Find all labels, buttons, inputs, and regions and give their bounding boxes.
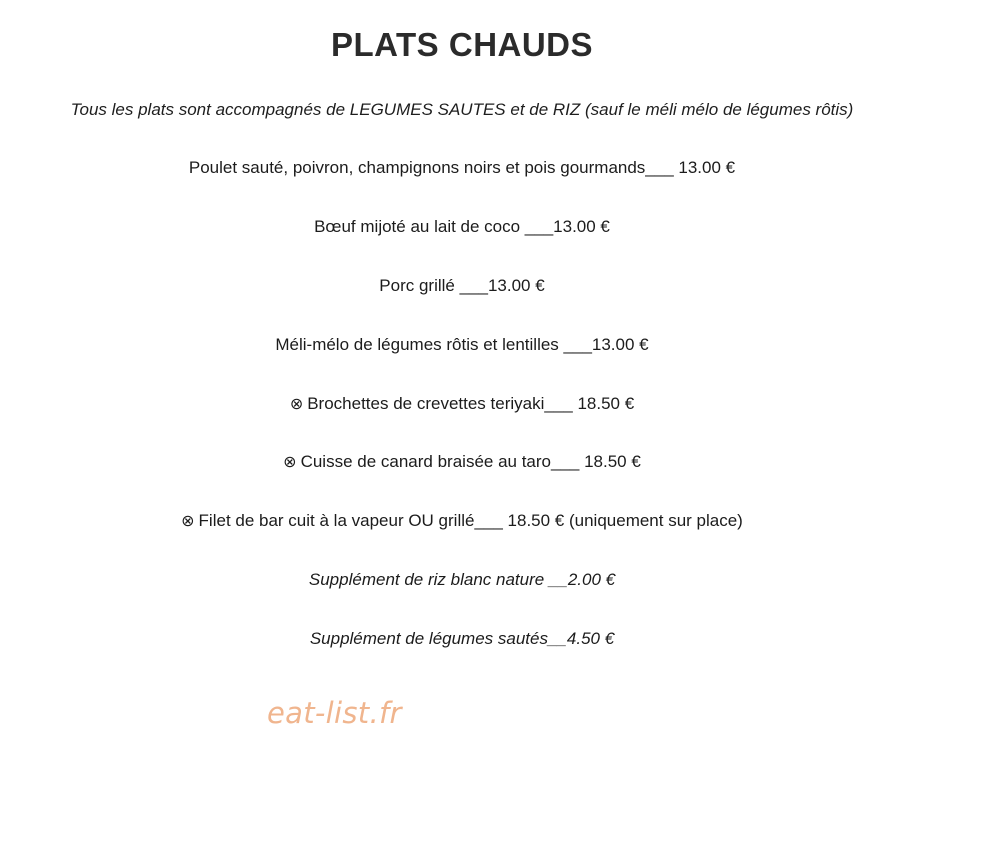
dish-text: Filet de bar cuit à la vapeur OU grillé___ 18.50 € (uniquement sur place) — [198, 511, 743, 530]
page-title: PLATS CHAUDS — [330, 26, 594, 63]
dish-item — [0, 511, 924, 531]
dish-text: Cuisse de canard braisée au taro___ 18.50 € — [300, 452, 641, 471]
circled-times-icon: ⊗ — [181, 513, 195, 530]
dish-item — [0, 158, 924, 178]
menu-subtitle: Tous les plats sont accompagnés de LEGUMES SAUTES et de RIZ (sauf le méli mélo de légumes rôtis) — [70, 100, 854, 119]
supplement-text: Supplément de riz blanc nature __2.00 € — [308, 570, 616, 589]
dish-item — [0, 276, 924, 296]
dish-text: Bœuf mijoté au lait de coco ___13.00 € — [314, 217, 610, 236]
supplement-item — [0, 570, 924, 590]
dish-item — [0, 452, 924, 472]
dish-text: Méli-mélo de légumes rôtis et lentilles ___13.00 € — [275, 335, 649, 354]
dish-item — [0, 217, 924, 237]
dish-text: Poulet sauté, poivron, champignons noirs et pois gourmands___ 13.00 € — [188, 158, 736, 177]
dish-text: Porc grillé ___13.00 € — [379, 276, 545, 295]
circled-times-icon: ⊗ — [289, 396, 304, 413]
supplement-item — [0, 629, 924, 649]
supplement-text: Supplément de légumes sautés__4.50 € — [309, 629, 615, 648]
watermark: eat-list.fr — [267, 696, 402, 730]
dish-text: Brochettes de crevettes teriyaki___ 18.50 € — [307, 394, 635, 413]
dish-item — [0, 394, 924, 414]
dish-item — [0, 335, 924, 355]
circled-times-icon: ⊗ — [283, 454, 297, 471]
